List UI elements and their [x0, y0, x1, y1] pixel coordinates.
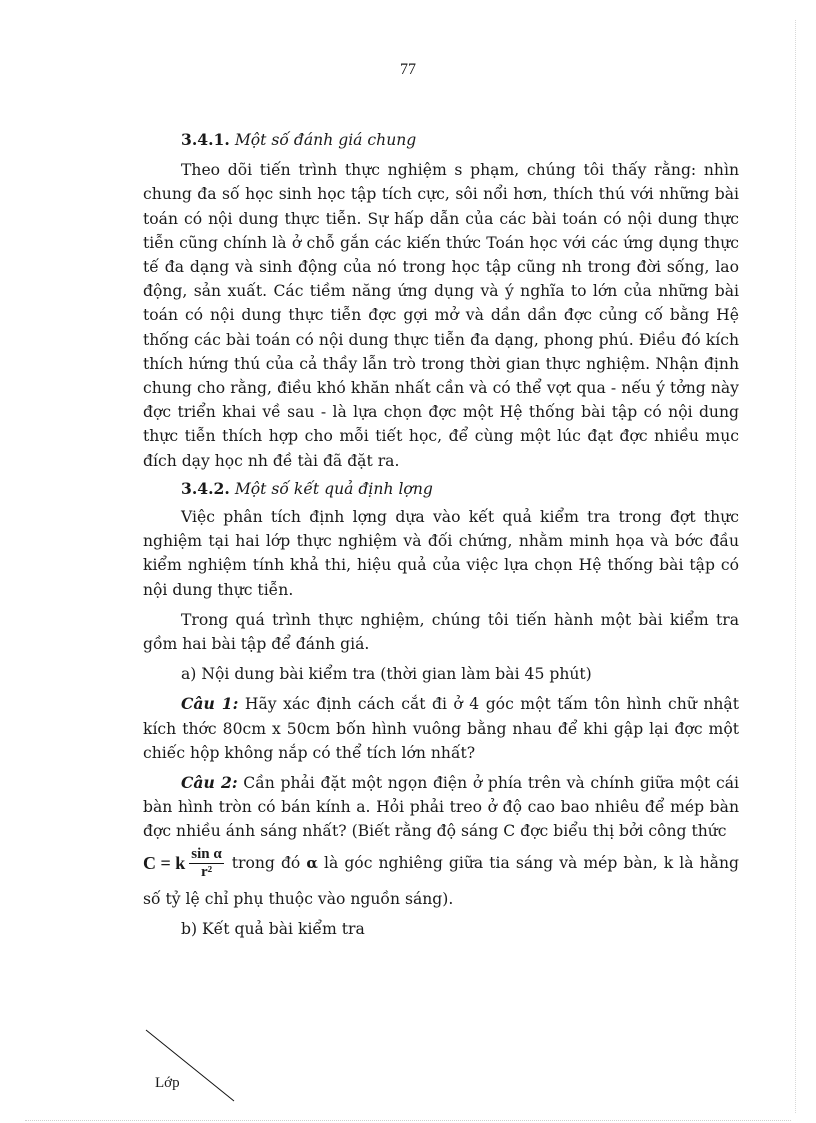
- paragraph-general-assessment: Theo dõi tiến trình thực nghiệm s phạm, chúng tôi thấy rằng: nhìn chung đa số học sinh học tập tích cực, sôi nổi hơn, thích thú với những bài toán có nội dung thực tiễn. Sự hấp dẫn của các bài toán có nội dung thực tiễn cũng chính là ở chỗ gắn các kiến thức Toán học với các ứng dụng thực tế đa dạng và sinh động của nó trong học tập cũng nh trong đời sống, lao động, sản xuất. Các tiềm năng ứng dụng và ý nghĩa to lớn của những bài toán có nội dung thực tiễn đợc gợi mở và dần dần đợc củng cố bằng Hệ thống các bài toán có nội dung thực tiễn đa dạng, phong phú. Điều đó kích thích hứng thú của cả thầy lẫn trò trong thời gian thực nghiệm. Nhận định chung cho rằng, điều khó khăn nhất cần và có thể vợt qua - nếu ý tởng này đợc triển khai về sau - là lựa chọn đợc một Hệ thống bài tập có nội dung thực tiễn thích hợp cho mỗi tiết học, để cùng một lúc đạt đợc nhiều mục đích dạy học nh đề tài đã đặt ra.: [143, 161, 739, 470]
- paragraph-quantitative-analysis: Việc phân tích định lợng dựa vào kết quả kiểm tra trong đợt thực nghiệm tại hai lớp thực nghiệm và đối chứng, nhằm minh họa và bớc đầu kiểm nghiệm tính khả thi, hiệu quả của việc lựa chọn Hệ thống bài tập có nội dung thực tiễn.: [143, 508, 739, 599]
- formula-text-2: là góc nghiêng giữa tia sáng và mép bàn, k là hằng: [323, 854, 739, 873]
- item-b-test-results: b) Kết quả bài kiểm tra: [181, 919, 365, 938]
- page-content: [143, 128, 739, 941]
- section-number: 3.4.1.: [181, 130, 230, 149]
- formula-explanation: [232, 851, 739, 875]
- page-bottom-border: [25, 1120, 791, 1121]
- paragraph-test-description: Trong quá trình thực nghiệm, chúng tôi tiến hành một bài kiểm tra gồm hai bài tập để đánh giá.: [143, 610, 739, 654]
- section-title: Một số kết quả định lợng: [234, 479, 433, 498]
- item-a-test-content: a) Nội dung bài kiểm tra (thời gian làm bài 45 phút): [181, 665, 592, 684]
- formula-line: [143, 846, 739, 881]
- formula-numerator: sin α: [191, 845, 222, 862]
- formula-lhs: C = k: [143, 853, 186, 874]
- question-2-end: số tỷ lệ chỉ phụ thuộc vào nguồn sáng).: [143, 889, 454, 908]
- question-2: [143, 771, 739, 844]
- question-1-text: Hãy xác định cách cắt đi ở 4 góc một tấm tôn hình chữ nhật kích thớc 80cm x 50cm bốn hình vuông bằng nhau để khi gập lại đợc một chiếc hộp không nắp có thể tích lớn nhất?: [143, 695, 740, 762]
- formula-denominator: r²: [200, 863, 213, 880]
- page-border-right: [795, 20, 796, 1113]
- question-2-label: Câu 2:: [181, 773, 238, 793]
- alpha-symbol: α: [306, 854, 318, 873]
- question-1-label: Câu 1:: [181, 694, 239, 714]
- brightness-formula: [143, 846, 224, 881]
- section-title: Một số đánh giá chung: [234, 131, 417, 149]
- section-heading-3-4-1: [143, 128, 739, 152]
- section-number: 3.4.2.: [181, 478, 230, 498]
- question-1: [143, 692, 739, 765]
- formula-fraction: [189, 846, 223, 881]
- section-heading-3-4-2: [143, 477, 739, 501]
- table-header-diagonal: [145, 1028, 237, 1104]
- formula-text-1: trong đó: [231, 854, 301, 873]
- question-2-text: Cần phải đặt một ngọn điện ở phía trên và chính giữa một cái bàn hình tròn có bán kính a. Hỏi phải treo ở độ cao bao nhiêu để mép bàn đợc nhiều ánh sáng nhất? (Biết rằng độ sáng C đợc biểu thị bởi công thức: [143, 774, 739, 841]
- page-number: 77: [400, 61, 416, 78]
- table-header-label: Lớp: [155, 1075, 180, 1091]
